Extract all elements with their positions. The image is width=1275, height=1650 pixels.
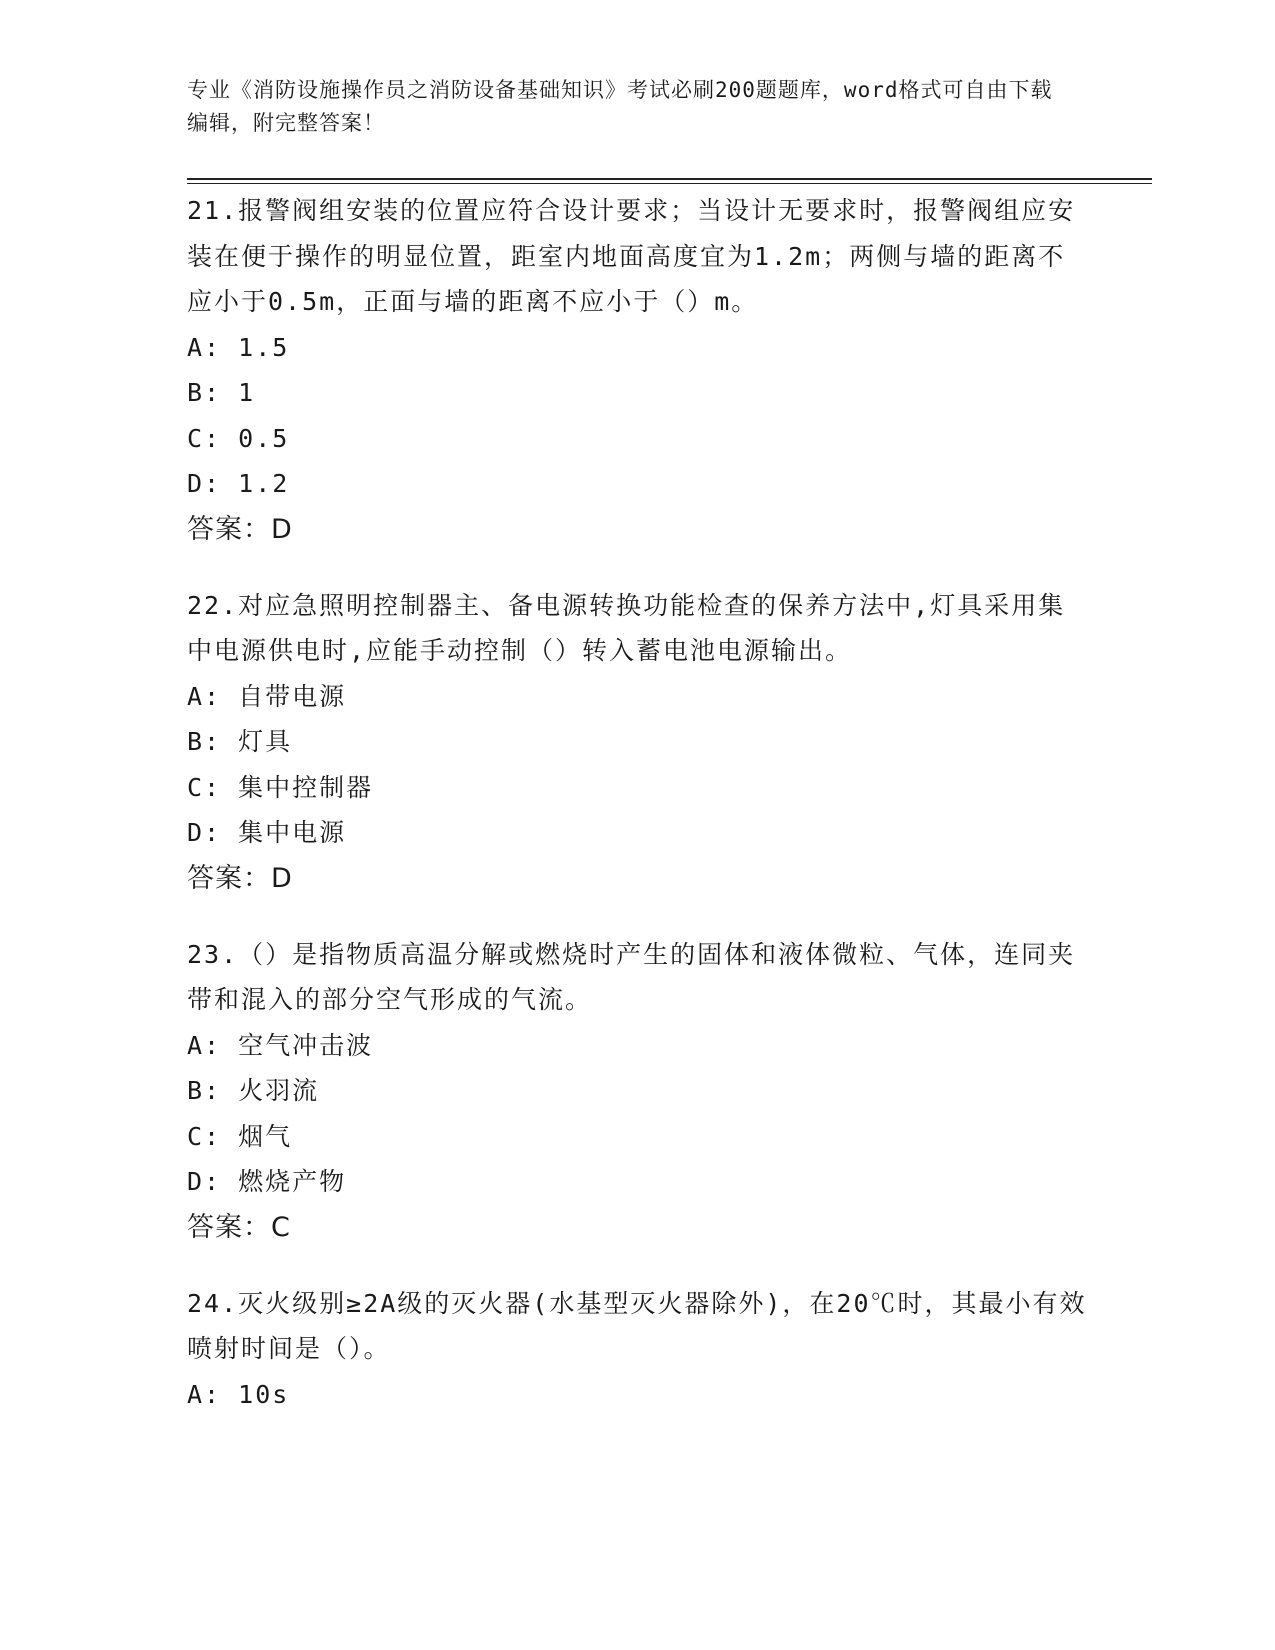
option-letter: A: <box>187 332 222 362</box>
option-text: 1 <box>238 378 256 407</box>
option-d <box>187 810 1087 856</box>
option-letter: D: <box>187 818 222 847</box>
option-a <box>187 325 1087 371</box>
document-header <box>187 74 1067 140</box>
option-letter: A: <box>187 681 222 711</box>
option-a <box>187 1023 1087 1069</box>
answer-line: 答案：D <box>187 862 293 894</box>
option-letter: D: <box>187 469 222 498</box>
question-24 <box>187 1281 1087 1418</box>
option-text: 1.2 <box>238 469 290 498</box>
option-b <box>187 719 1087 765</box>
option-c <box>187 416 1087 462</box>
option-text: 火羽流 <box>238 1076 320 1105</box>
option-a <box>187 1372 1087 1418</box>
option-letter: B: <box>187 378 222 407</box>
question-22 <box>187 583 1087 902</box>
option-letter: A: <box>187 1379 222 1409</box>
option-letter: C: <box>187 1121 222 1151</box>
question-21 <box>187 188 1087 553</box>
option-text: 1.5 <box>238 332 290 362</box>
option-text: 空气冲击波 <box>238 1030 374 1060</box>
option-a <box>187 674 1087 720</box>
question-stem: 23.（）是指物质高温分解或燃烧时产生的固体和液体微粒、气体，连同夹带和混入的部分空气形成的气流。 <box>187 939 1076 1014</box>
option-letter: D: <box>187 1167 222 1196</box>
option-d <box>187 1159 1087 1205</box>
answer-line: 答案：D <box>187 513 293 545</box>
option-text: 烟气 <box>238 1121 293 1151</box>
question-stem: 24.灭火级别≥2A级的灭火器(水基型灭火器除外)，在20℃时，其最小有效喷射时间是（）。 <box>187 1288 1087 1363</box>
option-text: 自带电源 <box>238 681 347 711</box>
question-23 <box>187 932 1087 1251</box>
header-divider-thin <box>187 183 1152 184</box>
option-d <box>187 461 1087 507</box>
option-letter: B: <box>187 1076 222 1105</box>
option-letter: B: <box>187 727 222 756</box>
option-text: 燃烧产物 <box>238 1167 347 1196</box>
question-stem: 22.对应急照明控制器主、备电源转换功能检查的保养方法中,灯具采用集中电源供电时,应能手动控制（）转入蓄电池电源输出。 <box>187 590 1066 665</box>
option-letter: A: <box>187 1030 222 1060</box>
option-letter: C: <box>187 423 222 453</box>
option-b <box>187 1068 1087 1114</box>
answer-line: 答案：C <box>187 1211 291 1243</box>
option-text: 0.5 <box>238 423 290 453</box>
option-text: 集中电源 <box>238 818 347 847</box>
option-text: 灯具 <box>238 727 293 756</box>
question-stem: 21.报警阀组安装的位置应符合设计要求；当设计无要求时，报警阀组应安装在便于操作的明显位置，距室内地面高度宜为1.2m；两侧与墙的距离不应小于0.5m，正面与墙的距离不应小于（）m。 <box>187 196 1076 316</box>
header-text: 专业《消防设施操作员之消防设备基础知识》考试必刷200题题库，word格式可自由下载编辑，附完整答案！ <box>187 78 1053 135</box>
option-text: 集中控制器 <box>238 772 374 802</box>
header-divider <box>187 178 1152 180</box>
option-text: 10s <box>238 1379 290 1409</box>
option-b <box>187 370 1087 416</box>
option-letter: C: <box>187 772 222 802</box>
question-list <box>187 188 1087 1447</box>
option-c <box>187 765 1087 811</box>
option-c <box>187 1114 1087 1160</box>
